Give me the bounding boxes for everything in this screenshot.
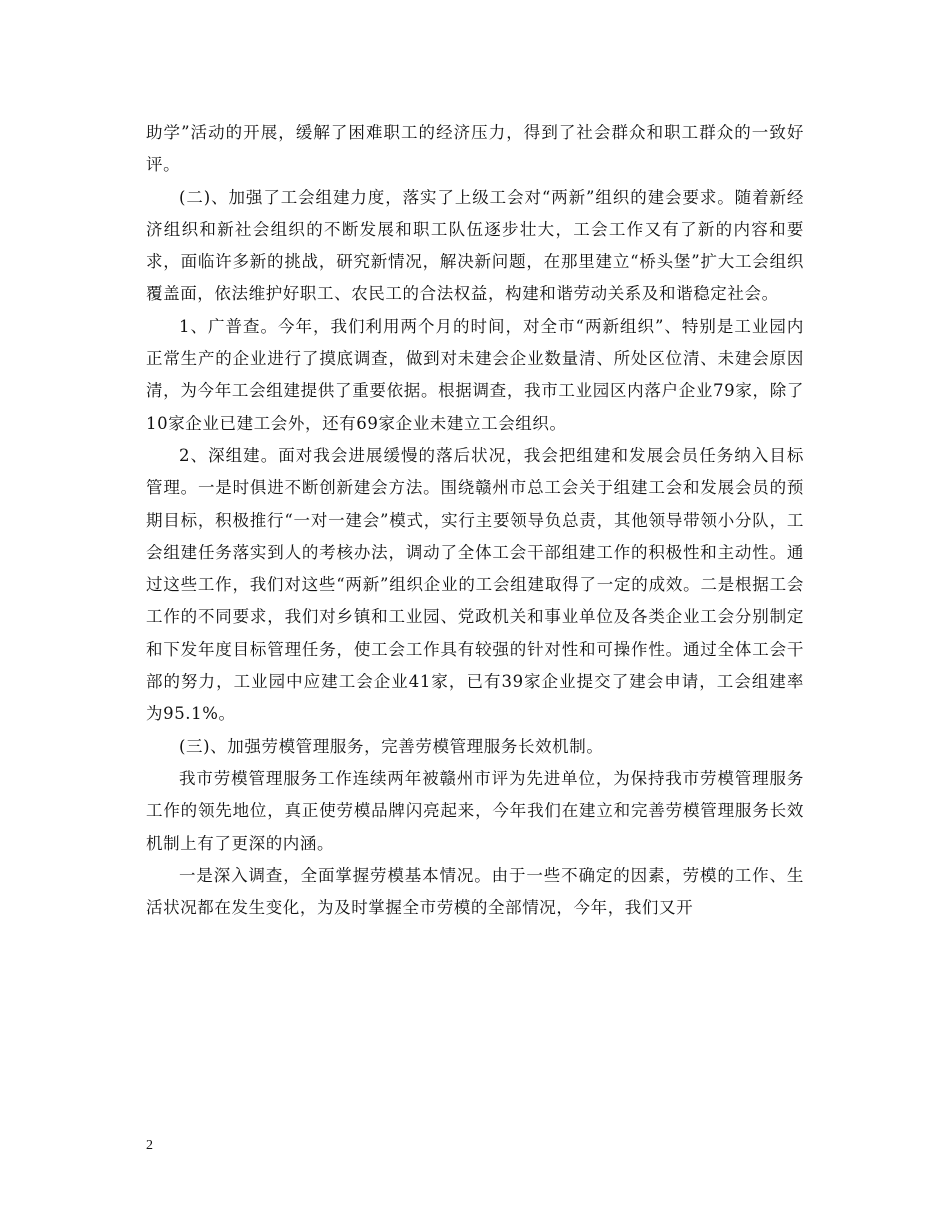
paragraph-1: 助学”活动的开展，缓解了困难职工的经济压力，得到了社会群众和职工群众的一致好评。 [146, 123, 804, 175]
paragraph-6: 我市劳模管理服务工作连续两年被赣州市评为先进单位，为保持我市劳模管理服务工作的领先地位，真正使劳模品牌闪亮起来，今年我们在建立和完善劳模管理服务长效机制上有了更深的内涵。 [146, 768, 804, 853]
page-number: 2 [146, 1138, 153, 1153]
paragraph-2: (二)、加强了工会组建力度，落实了上级工会对“两新”组织的建会要求。随着新经济组织和新社会组织的不断发展和职工队伍逐步壮大，工会工作又有了新的内容和要求，面临许多新的挑战，研究新情况，解决新问题，在那里建立“桥头堡”扩大工会组织覆盖面，依法维护好职工、农民工的合法权益，构建和谐劳动关系及和谐稳定社会。 [146, 187, 804, 304]
body-text [146, 117, 804, 924]
paragraph-5: (三)、加强劳模管理服务，完善劳模管理服务长效机制。 [179, 736, 604, 756]
paragraph-7: 一是深入调查，全面掌握劳模基本情况。由于一些不确定的因素，劳模的工作、生活状况都在发生变化，为及时掌握全市劳模的全部情况，今年，我们又开 [146, 865, 804, 918]
paragraph-4: 2、深组建。面对我会进展缓慢的落后状况，我会把组建和发展会员任务纳入目标管理。一是时俱进不断创新建会方法。围绕赣州市总工会关于组建工会和发展会员的预期目标，积极推行“一对一建会”模式，实行主要领导负总责，其他领导带领小分队，工会组建任务落实到人的考核办法，调动了全体工会干部组建工作的积极性和主动性。通过这些工作，我们对这些“两新”组织企业的工会组建取得了一定的成效。二是根据工会工作的不同要求，我们对乡镇和工业园、党政机关和事业单位及各类企业工会分别制定和下发年度目标管理任务，使工会工作具有较强的针对性和可操作性。通过全体工会干部的努力，工业园中应建工会企业41家，已有39家企业提交了建会申请，工会组建率为95.1%。 [146, 445, 804, 724]
paragraph-3: 1、广普查。今年，我们利用两个月的时间，对全市“两新组织”、特别是工业园内正常生产的企业进行了摸底调查，做到对未建会企业数量清、所处区位清、未建会原因清，为今年工会组建提供了重要依据。根据调查，我市工业园区内落户企业79家，除了10家企业已建工会外，还有69家企业未建立工会组织。 [146, 316, 804, 433]
